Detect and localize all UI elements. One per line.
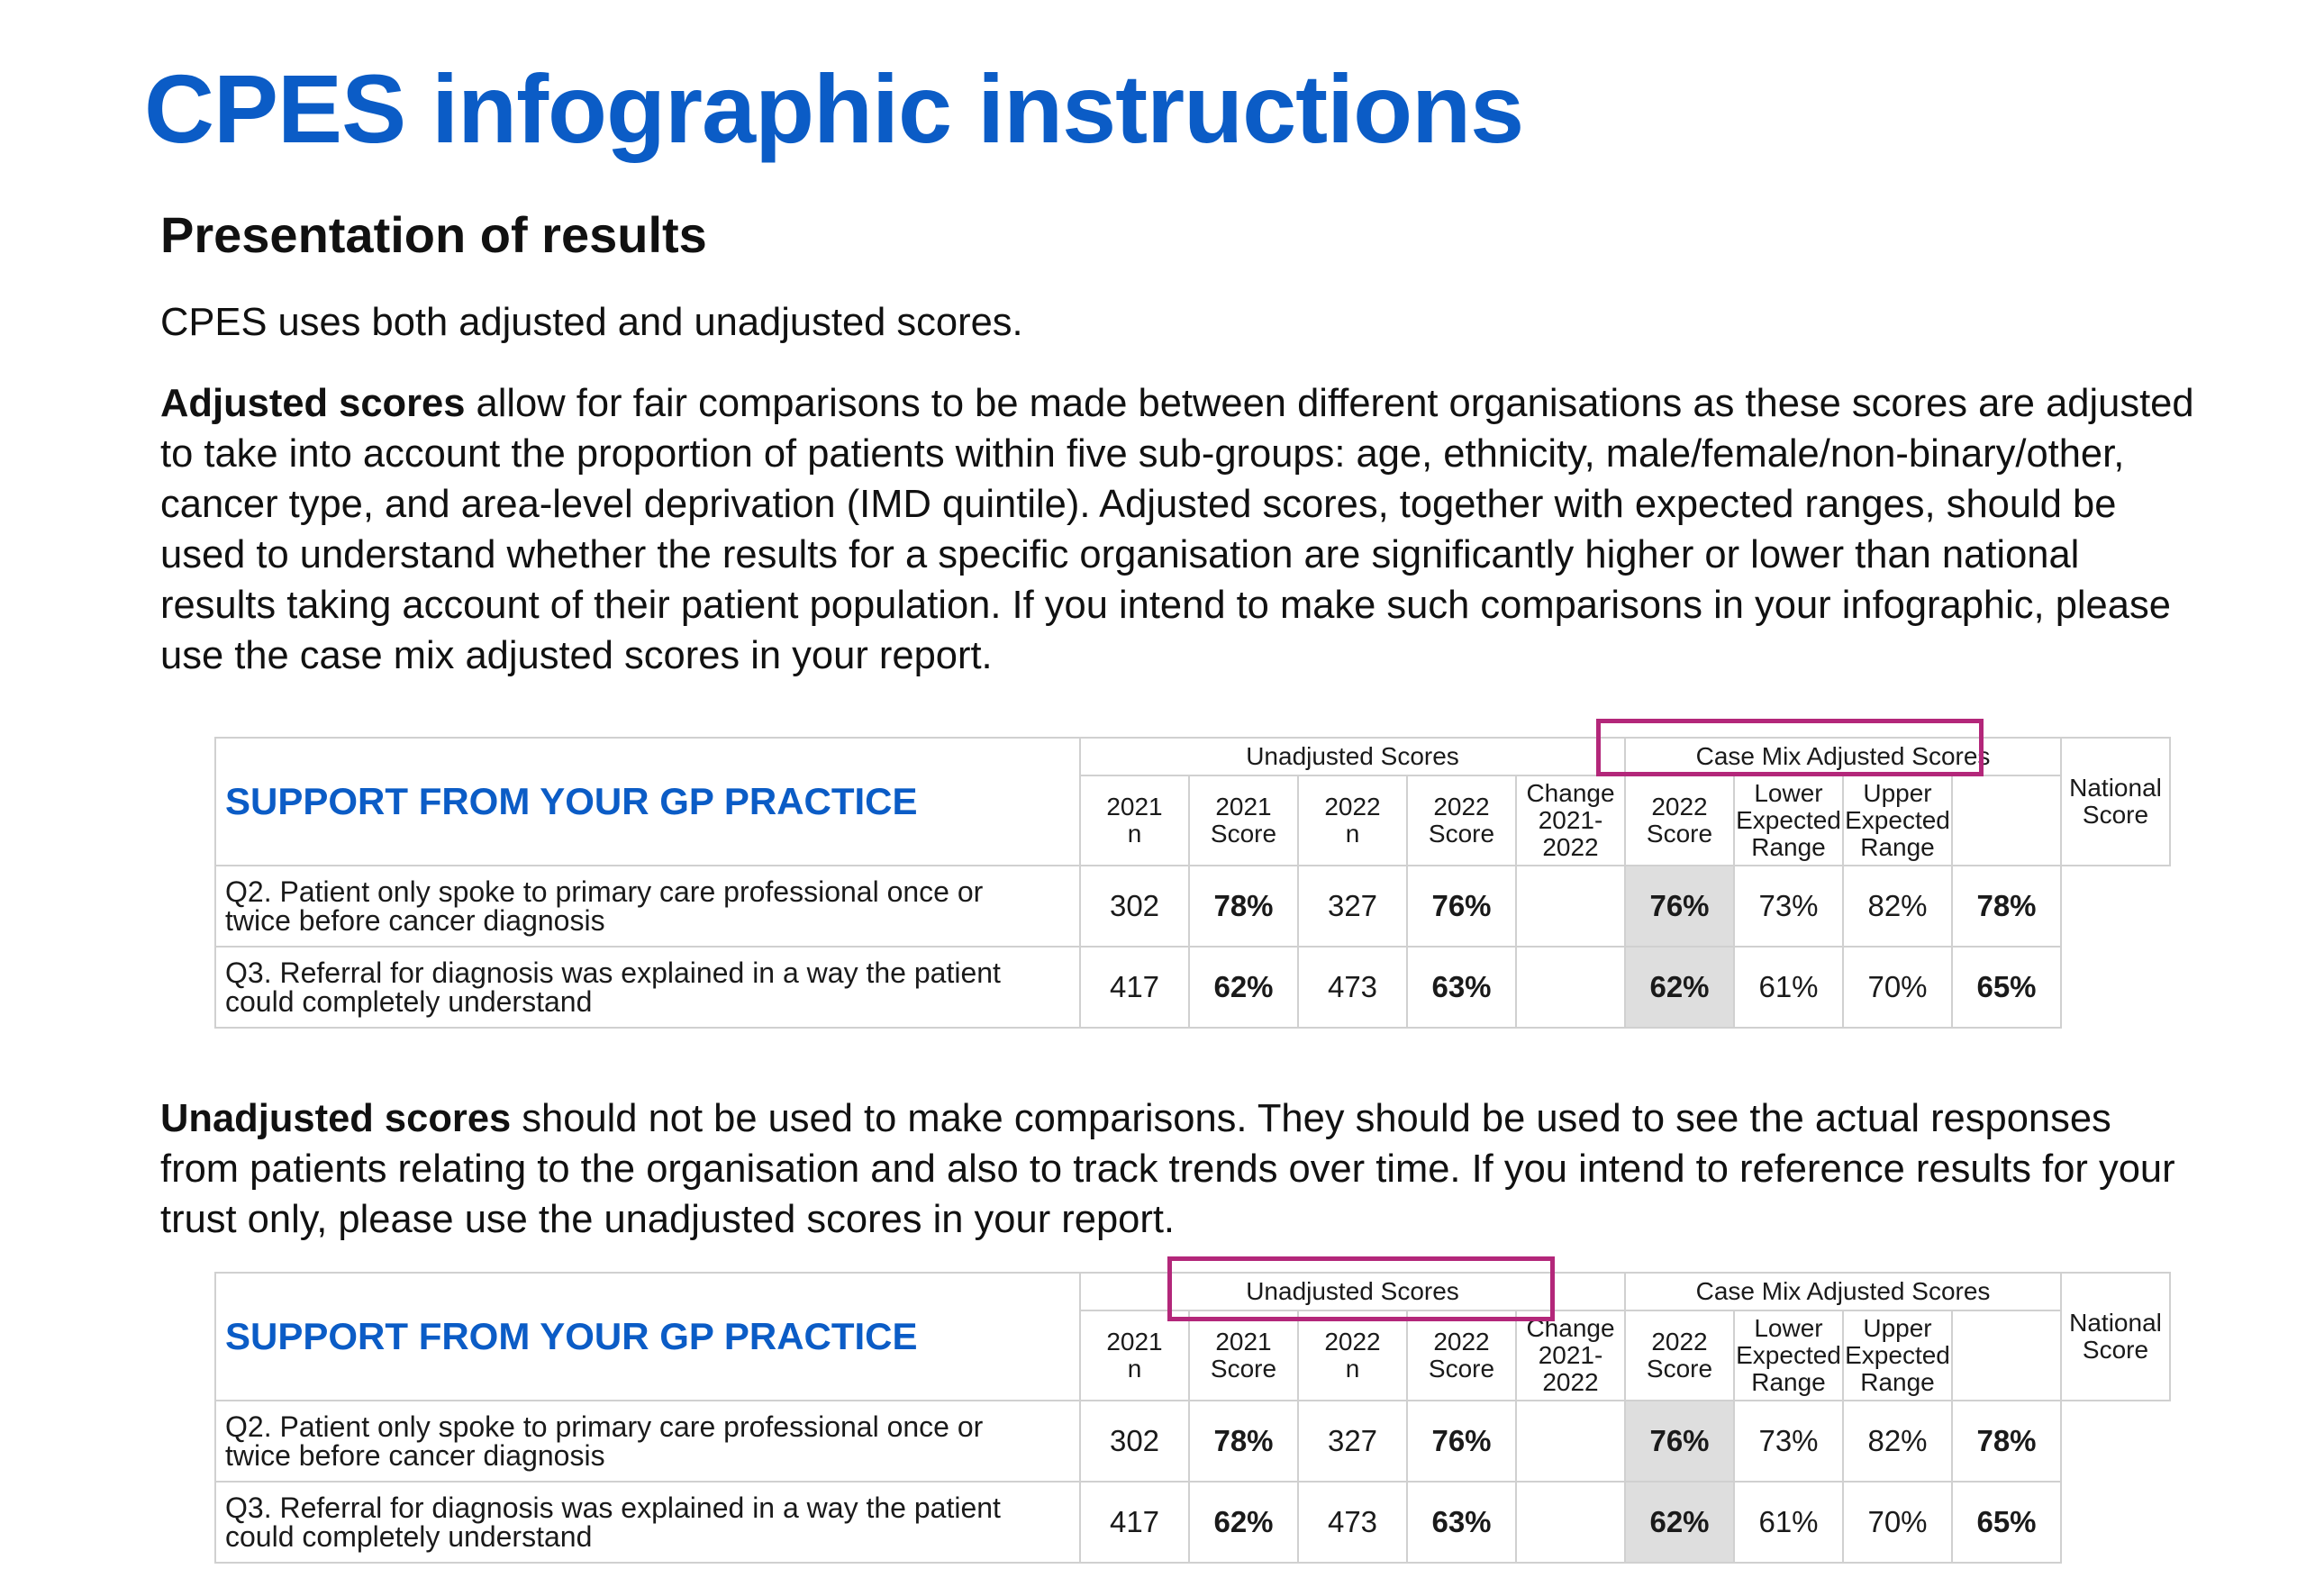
col-label: Lower <box>1754 1314 1823 1342</box>
results-table-adjusted <box>214 737 2171 1029</box>
col-label: 2022 <box>1433 793 1490 821</box>
col-national <box>2061 1273 2170 1401</box>
col-label: 2021 <box>1106 793 1163 821</box>
group-header-casemix: Case Mix Adjusted Scores <box>1625 738 2061 775</box>
cell-adj2022: 62% <box>1625 947 1734 1028</box>
cell-change <box>1516 947 1625 1028</box>
col-label: n <box>1127 1355 1142 1383</box>
question-line: Q3. Referral for diagnosis was explained in a way the patient <box>225 957 1001 989</box>
col-2021-n <box>1080 1310 1189 1401</box>
question-line: could completely understand <box>225 985 593 1018</box>
col-label: 2022 <box>1542 1368 1599 1396</box>
intro-paragraph: CPES uses both adjusted and unadjusted scores. <box>160 301 1023 344</box>
col-adjusted-score <box>1625 775 1734 866</box>
col-adjusted-score <box>1625 1310 1734 1401</box>
question-cell <box>215 947 1080 1028</box>
col-2022-n <box>1298 775 1407 866</box>
col-2022-score <box>1407 1310 1516 1401</box>
cell-lower: 73% <box>1734 866 1843 947</box>
col-label: Range <box>1751 833 1826 861</box>
table-row <box>215 866 2170 947</box>
col-2021-score <box>1189 775 1298 866</box>
cell-upper: 82% <box>1843 866 1952 947</box>
col-label: 2022 <box>1651 1328 1708 1356</box>
col-label: 2022 <box>1542 833 1599 861</box>
col-label: 2021 <box>1106 1328 1163 1356</box>
unadjusted-text: should not be used to make comparisons. They should be used to see the actual responses from patients relating to the organisation and also to track trends over time. If you intend to reference results for your trust only, please use the unadjusted scores in your report. <box>160 1097 2175 1241</box>
cell-change <box>1516 1482 1625 1563</box>
col-label: Score <box>1210 1355 1277 1383</box>
col-2022-n <box>1298 1310 1407 1401</box>
col-label: n <box>1345 820 1360 848</box>
question-line: Q3. Referral for diagnosis was explained in a way the patient <box>225 1492 1001 1524</box>
col-label: Score <box>2082 1336 2149 1364</box>
question-line: could completely understand <box>225 1520 593 1553</box>
col-label: Range <box>1751 1368 1826 1396</box>
col-change <box>1516 775 1625 866</box>
col-label: National <box>2069 774 2162 802</box>
cell-score2022: 63% <box>1407 1482 1516 1563</box>
cell-upper: 70% <box>1843 1482 1952 1563</box>
unadjusted-paragraph <box>160 1093 2196 1245</box>
cell-upper: 82% <box>1843 1401 1952 1482</box>
group-header-unadjusted: Unadjusted Scores <box>1080 738 1625 775</box>
col-label: Lower <box>1754 779 1823 807</box>
unadjusted-highlight-box <box>1167 1256 1555 1321</box>
cell-score2022: 76% <box>1407 1401 1516 1482</box>
col-lower-range <box>1734 1310 1843 1401</box>
cell-score2022: 76% <box>1407 866 1516 947</box>
col-label: 2021 <box>1215 1328 1272 1356</box>
table-row <box>215 947 2170 1028</box>
cell-score2022: 63% <box>1407 947 1516 1028</box>
cell-score2021: 78% <box>1189 1401 1298 1482</box>
cell-national: 78% <box>1952 1401 2061 1482</box>
cell-n2021: 302 <box>1080 866 1189 947</box>
col-label: Upper <box>1863 779 1932 807</box>
table-section-title: SUPPORT FROM YOUR GP PRACTICE <box>215 1273 1080 1401</box>
unadjusted-lead: Unadjusted scores <box>160 1097 512 1140</box>
cell-upper: 70% <box>1843 947 1952 1028</box>
col-upper-range <box>1843 775 1952 866</box>
question-line: Q2. Patient only spoke to primary care professional once or <box>225 1410 984 1443</box>
table-row <box>215 1401 2170 1482</box>
col-2021-n <box>1080 775 1189 866</box>
adjusted-lead: Adjusted scores <box>160 382 466 425</box>
table-row <box>215 1482 2170 1563</box>
col-label: 2022 <box>1433 1328 1490 1356</box>
adjusted-paragraph <box>160 378 2196 681</box>
col-national <box>2061 738 2170 866</box>
col-label: Range <box>1860 1368 1935 1396</box>
cell-score2021: 78% <box>1189 866 1298 947</box>
cell-change <box>1516 866 1625 947</box>
cell-n2022: 327 <box>1298 866 1407 947</box>
col-label: Score <box>1646 820 1713 848</box>
question-cell <box>215 1482 1080 1563</box>
cell-adj2022: 62% <box>1625 1482 1734 1563</box>
col-label: Score <box>1428 820 1495 848</box>
cell-lower: 61% <box>1734 947 1843 1028</box>
col-label: 2021- <box>1538 806 1603 834</box>
col-label: 2021- <box>1538 1341 1603 1369</box>
col-label: Score <box>2082 801 2149 829</box>
col-label: Range <box>1860 833 1935 861</box>
cell-score2021: 62% <box>1189 947 1298 1028</box>
section-heading: Presentation of results <box>160 206 707 263</box>
cell-score2021: 62% <box>1189 1482 1298 1563</box>
col-label: National <box>2069 1309 2162 1337</box>
col-label: n <box>1345 1355 1360 1383</box>
question-line: twice before cancer diagnosis <box>225 904 605 937</box>
cell-change <box>1516 1401 1625 1482</box>
question-cell <box>215 866 1080 947</box>
col-label: 2022 <box>1324 1328 1381 1356</box>
col-label: Expected <box>1736 806 1841 834</box>
col-label: Score <box>1646 1355 1713 1383</box>
group-header-unadjusted: Unadjusted Scores <box>1080 1273 1625 1310</box>
cell-n2022: 473 <box>1298 1482 1407 1563</box>
question-line: Q2. Patient only spoke to primary care professional once or <box>225 875 984 908</box>
cell-national: 65% <box>1952 1482 2061 1563</box>
col-label: 2022 <box>1324 793 1381 821</box>
group-header-casemix: Case Mix Adjusted Scores <box>1625 1273 2061 1310</box>
col-label: Score <box>1428 1355 1495 1383</box>
col-label: 2021 <box>1215 793 1272 821</box>
col-lower-range <box>1734 775 1843 866</box>
col-label: Change <box>1526 1314 1615 1342</box>
col-label: Score <box>1210 820 1277 848</box>
col-2022-score <box>1407 775 1516 866</box>
cell-lower: 61% <box>1734 1482 1843 1563</box>
col-change <box>1516 1310 1625 1401</box>
col-label: Change <box>1526 779 1615 807</box>
col-label: Expected <box>1736 1341 1841 1369</box>
question-cell <box>215 1401 1080 1482</box>
col-label: Expected <box>1845 1341 1950 1369</box>
cell-lower: 73% <box>1734 1401 1843 1482</box>
adjusted-text: allow for fair comparisons to be made between different organisations as these scores are adjusted to take into account the proportion of patients within five sub-groups: age, ethnicity, male/female/non-binary/other, cancer type, and area-level deprivation (IMD quintile). Adjusted scores, together with expected ranges, should be used to understand whether the results for a specific organisation are significantly higher or lower than national results taking account of their patient population. If you intend to make such comparisons in your infographic, please use the case mix adjusted scores in your report. <box>160 382 2194 677</box>
cell-n2021: 417 <box>1080 947 1189 1028</box>
cell-n2022: 473 <box>1298 947 1407 1028</box>
cell-national: 65% <box>1952 947 2061 1028</box>
col-2021-score <box>1189 1310 1298 1401</box>
cell-n2021: 302 <box>1080 1401 1189 1482</box>
col-label: Upper <box>1863 1314 1932 1342</box>
casemix-highlight-box <box>1596 719 1984 776</box>
col-label: n <box>1127 820 1142 848</box>
cell-adj2022: 76% <box>1625 1401 1734 1482</box>
table-section-title: SUPPORT FROM YOUR GP PRACTICE <box>215 738 1080 866</box>
col-upper-range <box>1843 1310 1952 1401</box>
cell-adj2022: 76% <box>1625 866 1734 947</box>
page-title: CPES infographic instructions <box>144 54 1524 163</box>
cell-n2022: 327 <box>1298 1401 1407 1482</box>
cell-n2021: 417 <box>1080 1482 1189 1563</box>
col-label: 2022 <box>1651 793 1708 821</box>
cell-national: 78% <box>1952 866 2061 947</box>
col-label: Expected <box>1845 806 1950 834</box>
question-line: twice before cancer diagnosis <box>225 1439 605 1472</box>
